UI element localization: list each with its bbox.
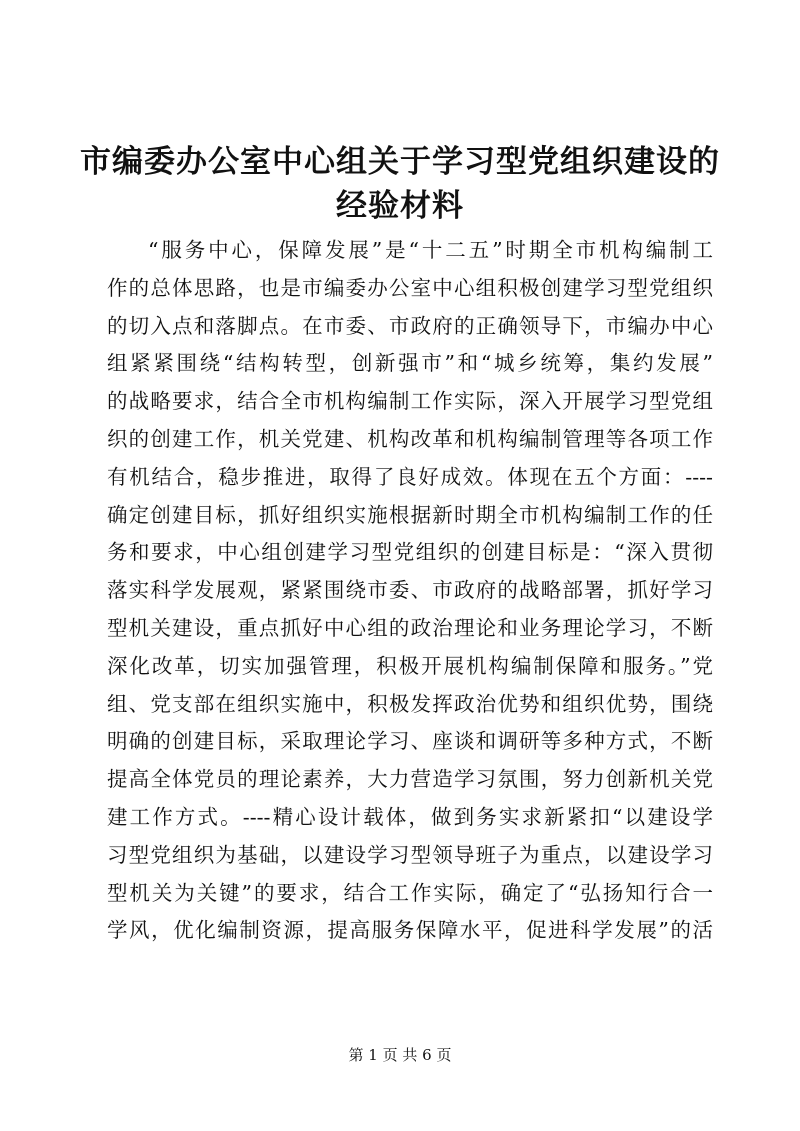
document-title (80, 140, 720, 228)
body-line: 型机关为关键”的要求，结合工作实际，确定了“弘扬知行合一 (107, 880, 713, 905)
page-indicator: 第 1 页 共 6 页 (348, 1046, 452, 1064)
body-line: 建工作方式。----精心设计载体，做到务实求新紧扣“以建设学 (107, 804, 713, 829)
body-line: 务和要求，中心组创建学习型党组织的创建目标是：“深入贯彻 (107, 540, 713, 565)
body-line: “服务中心，保障发展”是“十二五”时期全市机构编制工 (148, 238, 713, 262)
body-line: 有机结合，稳步推进，取得了良好成效。体现在五个方面：---- (107, 464, 713, 489)
body-line: 习型党组织为基础，以建设学习型领导班子为重点，以建设学习 (107, 842, 713, 867)
page-footer (0, 1045, 800, 1065)
body-line: 落实科学发展观，紧紧围绕市委、市政府的战略部署，抓好学习 (107, 578, 713, 603)
body-line: 明确的创建目标，采取理论学习、座谈和调研等多种方式，不断 (107, 729, 713, 754)
body-line: 织的创建工作，机关党建、机构改革和机构编制管理等各项工作 (107, 426, 713, 451)
title-line-1: 市编委办公室中心组关于学习型党组织建设的 (80, 144, 720, 180)
body-line: 作的总体思路，也是市编委办公室中心组积极创建学习型党组织 (107, 275, 713, 300)
body-line: 提高全体党员的理论素养，大力营造学习氛围，努力创新机关党 (107, 767, 713, 792)
body-line: 学风，优化编制资源，提高服务保障水平，促进科学发展”的活 (107, 918, 713, 943)
body-line: 的战略要求，结合全市机构编制工作实际，深入开展学习型党组 (107, 389, 713, 414)
title-line-2: 经验材料 (336, 188, 464, 224)
body-line: 组紧紧围绕“结构转型，创新强市”和“城乡统筹，集约发展” (107, 351, 713, 376)
body-line: 深化改革，切实加强管理，积极开展机构编制保障和服务。”党 (107, 653, 713, 678)
body-line: 确定创建目标，抓好组织实施根据新时期全市机构编制工作的任 (107, 502, 713, 527)
document-body (107, 232, 713, 950)
body-line: 组、党支部在组织实施中，积极发挥政治优势和组织优势，围绕 (107, 691, 713, 716)
body-line: 型机关建设，重点抓好中心组的政治理论和业务理论学习，不断 (107, 615, 713, 640)
body-line: 的切入点和落脚点。在市委、市政府的正确领导下，市编办中心 (107, 313, 713, 338)
